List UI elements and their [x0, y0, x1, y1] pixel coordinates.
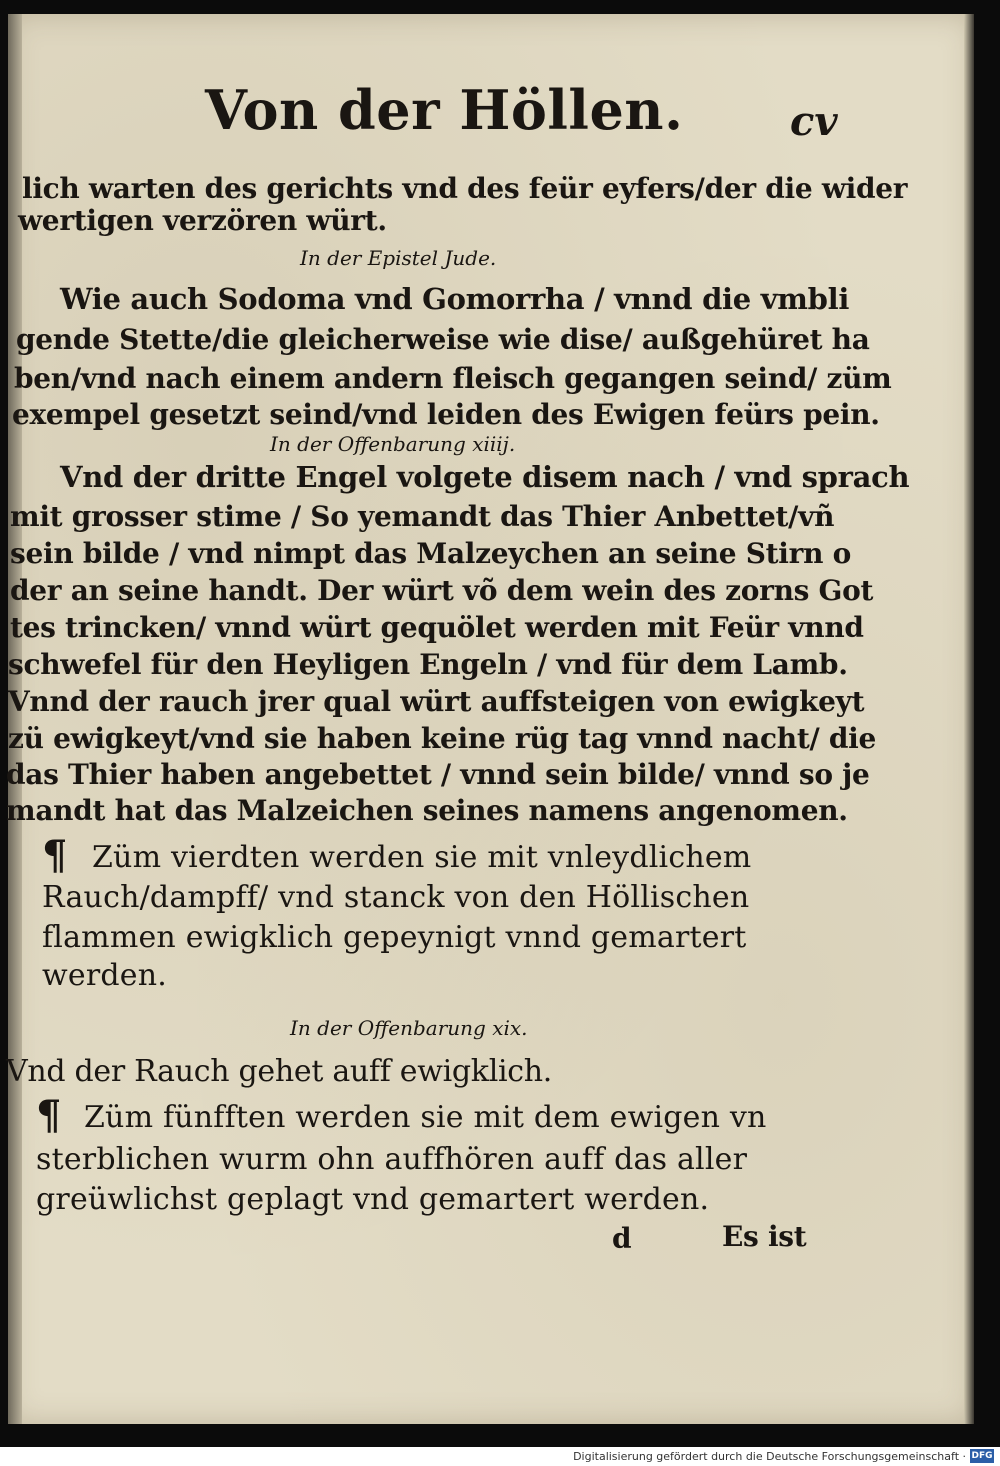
running-header: Von der Höllen.	[205, 78, 684, 142]
text-line: exempel gesetzt seind/vnd leiden des Ewigen feürs pein.	[12, 398, 880, 431]
text-line: gende Stette/die gleicherweise wie dise/ außgehüret ha	[16, 323, 870, 356]
citation-heading: In der Offenbarung xiiij.	[270, 432, 516, 456]
text-line: greüwlichst geplagt vnd gemartert werden.	[36, 1182, 710, 1217]
text-line: Züm vierdten werden sie mit vnleydlichem	[92, 840, 752, 875]
citation-heading: In der Offenbarung xix.	[290, 1016, 528, 1040]
text-line: sterblichen wurm ohn auffhören auff das aller	[36, 1142, 748, 1177]
text-line: Wie auch Sodoma vnd Gomorrha / vnnd die vmbli	[60, 282, 850, 316]
text-line: Rauch/dampff/ vnd stanck von den Höllischen	[42, 880, 750, 915]
text-line: ben/vnd nach einem andern fleisch gegangen seind/ züm	[14, 362, 892, 395]
text-line: der an seine handt. Der würt võ dem wein des zorns Got	[10, 574, 874, 607]
dfg-logo: DFG	[971, 1451, 993, 1461]
text-line: mit grosser stime / So yemandt das Thier Anbettet/vñ	[10, 500, 835, 533]
text-line: Vnd der dritte Engel volgete disem nach / vnd sprach	[60, 460, 910, 494]
text-line: sein bilde / vnd nimpt das Malzeychen an seine Stirn o	[10, 537, 851, 570]
paragraph-mark: ¶	[42, 832, 68, 879]
catchword: Es ist	[722, 1220, 807, 1253]
text-line: wertigen verzören würt.	[18, 204, 387, 237]
text-line: Züm fünfften werden sie mit dem ewigen vn	[84, 1100, 767, 1135]
text-line: zü ewigkeyt/vnd sie haben keine rüg tag vnnd nacht/ die	[8, 722, 876, 755]
folio-number: cv	[790, 98, 838, 145]
citation-heading: In der Epistel Jude.	[300, 246, 497, 270]
page-edge	[964, 14, 974, 1424]
text-line: flammen ewigklich gepeynigt vnnd gemartert	[42, 920, 747, 955]
text-line: das Thier haben angebettet / vnnd sein bilde/ vnnd so je	[6, 758, 870, 791]
text-line: tes trincken/ vnnd würt gequölet werden mit Feür vnnd	[10, 611, 864, 644]
text-line: lich warten des gerichts vnd des feür eyfers/der die wider	[22, 172, 908, 205]
text-line: Vnnd der rauch jrer qual würt auffsteigen von ewigkeyt	[8, 685, 865, 718]
footer-credit: Digitalisierung gefördert durch die Deutsche Forschungsgemeinschaft ·	[573, 1450, 966, 1463]
paragraph-mark: ¶	[36, 1092, 62, 1139]
text-line: werden.	[42, 958, 167, 993]
text-line: schwefel für den Heyligen Engeln / vnd für dem Lamb.	[8, 648, 848, 681]
text-line: mandt hat das Malzeichen seines namens angenomen.	[6, 794, 848, 827]
signature-mark: d	[612, 1222, 632, 1255]
text-line: Vnd der Rauch gehet auff ewigklich.	[6, 1054, 553, 1089]
